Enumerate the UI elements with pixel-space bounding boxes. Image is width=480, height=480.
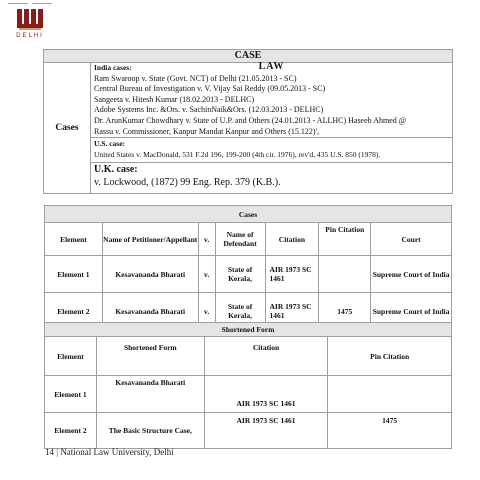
citation-cell: AIR 1973 SC 1461 [204,413,328,449]
table-row [45,413,452,449]
case-law-header: CASE [44,50,453,63]
column-header-court: Court [371,223,452,256]
india-case-line: Central Bureau of Investigation v. V. Vijay Sai Reddy (09.05.2013 - SC) [94,84,326,94]
column-header-element: Element [45,223,103,256]
column-header-pin-citation: Pin Citation [319,223,371,256]
pin-citation-cell [319,256,371,293]
citation-cell: AIR 1973 SC 1461 [265,293,319,330]
column-header-shortened-form: Shortened Form [96,337,204,376]
column-header-pin-citation: Pin Citation [328,337,452,376]
us-case-text: United States v. MacDonald, 531 F.2d 196, 199-200 (4th cir. 1976), rev'd, 435 U.S. 850 (1978). [94,150,381,160]
pin-citation-cell: 1475 [319,293,371,330]
uk-case-heading: U.K. case: [94,164,138,176]
column-header-versus: v. [198,223,215,256]
us-case-heading: U.S. case: [94,139,126,149]
element-cell: Element 2 [45,293,103,330]
court-cell: Supreme Court of India [371,256,452,293]
india-case-line: Adobe Systems Inc. &Ors. v. SachinNaik&Ors. (12.03.2013 - DELHC) [94,105,324,115]
footer-institution: National Law University, Delhi [60,447,174,457]
india-case-line: Ram Swaroop v. State (Govt. NCT) of Delhi (21.05.2013 - SC) [94,73,297,83]
versus-cell: v. [198,293,215,330]
citation-cell: AIR 1973 SC 1461 [265,256,319,293]
element-cell: Element 1 [45,256,103,293]
page-number: 14 [45,447,54,457]
petitioner-cell: Kesavananda Bharati [102,256,198,293]
pin-citation-cell: 1475 [328,413,452,449]
india-cases-cell [91,63,453,138]
petitioner-cell: Kesavananda Bharati [102,293,198,330]
element-cell: Element 1 [45,376,97,413]
logo-top-rule [8,2,52,5]
column-header-defendant: Name of Defendant [215,223,265,256]
india-case-line: Dr. ArunKumar Chowdhary v. State of U.P. and Others (24.01.2013 - ALLHC) Haseeb Ahmed @ [94,115,407,125]
university-logo [8,2,52,42]
court-cell: Supreme Court of India [371,293,452,330]
column-header-citation: Citation [204,337,328,376]
logo-wordmark: DELHI [16,33,44,39]
defendant-cell: State of Kerala, [215,293,265,330]
element-cell: Element 2 [45,413,97,449]
india-cases-heading: India cases: [94,63,132,72]
india-case-line: Sangeeta v. Hitesh Kumar (18.02.2013 - DELHC) [94,94,255,104]
footer-separator: | [56,447,59,457]
column-header-citation: Citation [265,223,319,256]
pin-citation-cell [328,376,452,413]
column-header-element: Element [45,337,97,376]
defendant-cell: State of Kerala, [215,256,265,293]
page-footer [45,447,174,457]
table-row [45,376,452,413]
shortened-form-title: Shortened Form [45,323,452,337]
cases-elements-table [44,205,452,330]
law-heading: LAW [258,61,285,72]
uk-case-text: v. Lockwood, (1872) 99 Eng. Rep. 379 (K.B.). [94,177,281,189]
citation-cell: AIR 1973 SC 1461 [204,376,328,413]
shortened-form-cell: The Basic Structure Case, [96,413,204,449]
uk-case-cell [91,163,453,194]
us-case-cell [91,138,453,163]
case-law-table [43,49,453,194]
cases-row-label: Cases [44,63,91,194]
india-case-line: Rassu v. Commissioner, Kanpur Mandat Kanpur and Others (15.122)', [94,126,320,136]
nlu-emblem-icon [16,6,44,32]
column-header-petitioner: Name of Petitioner/Appellant [102,223,198,256]
table-row [45,256,452,293]
shortened-form-cell: Kesavananda Bharati [96,376,204,413]
shortened-form-table [44,322,452,449]
cases-table-title: Cases [45,206,452,223]
versus-cell: v. [198,256,215,293]
